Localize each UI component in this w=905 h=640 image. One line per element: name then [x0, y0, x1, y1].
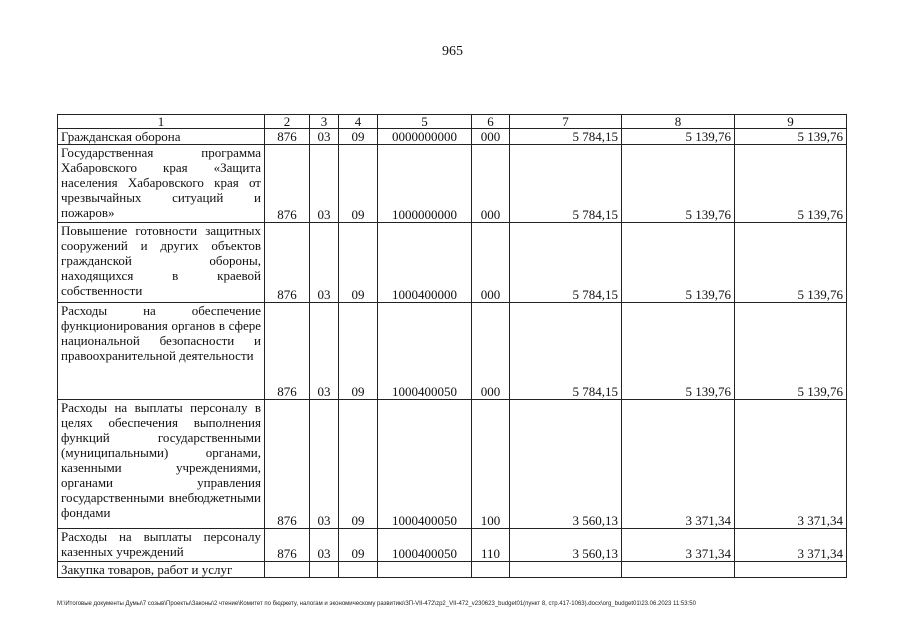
column-header: 4 — [339, 115, 378, 129]
grbs-cell: 876 — [265, 529, 310, 562]
subsection-cell: 09 — [339, 303, 378, 400]
column-header: 5 — [378, 115, 472, 129]
table-row — [58, 145, 847, 223]
amount-cell: 5 139,76 — [622, 129, 735, 145]
table-row — [58, 529, 847, 562]
subsection-cell: 09 — [339, 400, 378, 529]
amount-cell: 5 784,15 — [510, 145, 622, 223]
section-cell: 03 — [310, 529, 339, 562]
expense-type-cell: 000 — [472, 145, 510, 223]
amount-cell: 5 784,15 — [510, 129, 622, 145]
row-name-cell: Гражданская оборона — [58, 129, 265, 145]
amount-cell: 3 560,13 — [510, 529, 622, 562]
target-article-cell — [378, 562, 472, 578]
grbs-cell: 876 — [265, 303, 310, 400]
amount-cell: 3 560,13 — [510, 400, 622, 529]
target-article-cell: 1000000000 — [378, 145, 472, 223]
target-article-cell: 1000400050 — [378, 303, 472, 400]
amount-cell: 3 371,34 — [735, 400, 847, 529]
page-number: 965 — [442, 44, 463, 59]
section-cell — [310, 562, 339, 578]
grbs-cell: 876 — [265, 129, 310, 145]
subsection-cell: 09 — [339, 145, 378, 223]
row-name-cell: Расходы на обеспечение функционирования органов в сфере национальной безопасности и правоохранительной деятельности — [58, 303, 265, 400]
column-header: 7 — [510, 115, 622, 129]
amount-cell: 5 139,76 — [622, 303, 735, 400]
row-name-cell: Расходы на выплаты персоналу в целях обеспечения выполнения функций государственными (муниципальными) органами, казенными учреждениями, органами управления государственными внебюджетными фондами — [58, 400, 265, 529]
target-article-cell: 1000400050 — [378, 400, 472, 529]
amount-cell: 5 139,76 — [622, 145, 735, 223]
amount-cell: 5 139,76 — [735, 145, 847, 223]
row-name-cell: Государственная программа Хабаровского края «Защита населения Хабаровского края от чрезвычайных ситуаций и пожаров» — [58, 145, 265, 223]
column-header: 2 — [265, 115, 310, 129]
column-header: 1 — [58, 115, 265, 129]
row-name-cell: Расходы на выплаты персоналу казенных учреждений — [58, 529, 265, 562]
column-header: 3 — [310, 115, 339, 129]
grbs-cell — [265, 562, 310, 578]
amount-cell: 5 784,15 — [510, 303, 622, 400]
amount-cell: 5 139,76 — [622, 223, 735, 303]
expense-type-cell: 100 — [472, 400, 510, 529]
column-header: 9 — [735, 115, 847, 129]
budget-table — [57, 114, 847, 578]
amount-cell: 5 139,76 — [735, 303, 847, 400]
table-row — [58, 303, 847, 400]
amount-cell: 5 784,15 — [510, 223, 622, 303]
expense-type-cell: 000 — [472, 303, 510, 400]
grbs-cell: 876 — [265, 223, 310, 303]
table-row — [58, 562, 847, 578]
expense-type-cell — [472, 562, 510, 578]
row-name-cell: Закупка товаров, работ и услуг — [58, 562, 265, 578]
expense-type-cell: 000 — [472, 223, 510, 303]
subsection-cell — [339, 562, 378, 578]
column-header: 8 — [622, 115, 735, 129]
subsection-cell: 09 — [339, 129, 378, 145]
amount-cell — [622, 562, 735, 578]
column-header: 6 — [472, 115, 510, 129]
expense-type-cell: 000 — [472, 129, 510, 145]
amount-cell — [735, 562, 847, 578]
row-name-cell: Повышение готовности защитных сооружений и других объектов гражданской обороны, находящихся в краевой собственности — [58, 223, 265, 303]
amount-cell: 3 371,34 — [622, 400, 735, 529]
target-article-cell: 1000400000 — [378, 223, 472, 303]
amount-cell — [510, 562, 622, 578]
section-cell: 03 — [310, 400, 339, 529]
grbs-cell: 876 — [265, 145, 310, 223]
amount-cell: 5 139,76 — [735, 129, 847, 145]
table-header-row — [58, 115, 847, 129]
expense-type-cell: 110 — [472, 529, 510, 562]
section-cell: 03 — [310, 129, 339, 145]
section-cell: 03 — [310, 303, 339, 400]
subsection-cell: 09 — [339, 223, 378, 303]
table-row — [58, 400, 847, 529]
section-cell: 03 — [310, 145, 339, 223]
amount-cell: 5 139,76 — [735, 223, 847, 303]
section-cell: 03 — [310, 223, 339, 303]
target-article-cell: 1000400050 — [378, 529, 472, 562]
subsection-cell: 09 — [339, 529, 378, 562]
table-row — [58, 223, 847, 303]
grbs-cell: 876 — [265, 400, 310, 529]
table-row — [58, 129, 847, 145]
amount-cell: 3 371,34 — [735, 529, 847, 562]
document-path-footer: M:\Итоговые документы Думы\7 созыв\Проекты\Законы\2 чтение\Комитет по бюджету, налогам и экономическому развитию\ЗП-VII-472\zp2_VII-472_v230623_budget01(пункт 8, стр.417-1063).docx\org_budget01\23.06.2023 11:53:50 — [57, 601, 696, 607]
target-article-cell: 0000000000 — [378, 129, 472, 145]
amount-cell: 3 371,34 — [622, 529, 735, 562]
